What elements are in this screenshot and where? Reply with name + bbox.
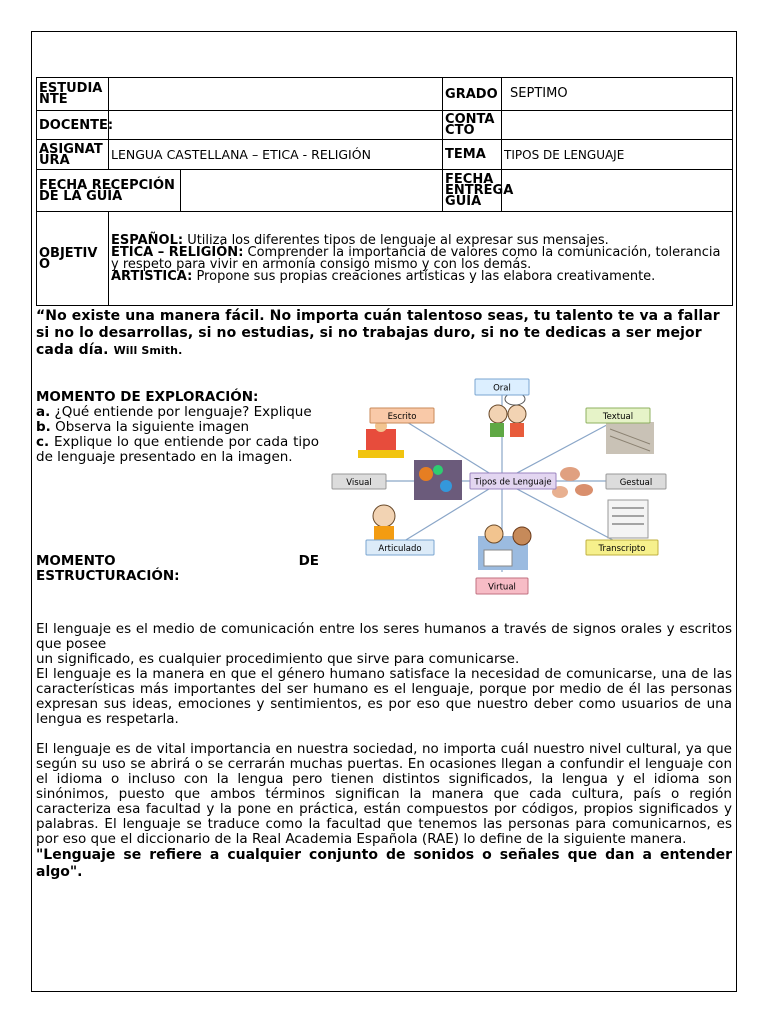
node-textual [586, 408, 650, 423]
svg-text:Virtual: Virtual [488, 582, 516, 593]
fecha-recepcion-field[interactable] [181, 170, 443, 212]
illustration-transcripto [608, 500, 648, 538]
body-text [36, 622, 732, 881]
node-virtual [476, 578, 528, 594]
estudiante-label: ESTUDIANTE [37, 78, 109, 111]
node-transcripto [586, 540, 658, 555]
question-c: c. Explique lo que entiende por cada tipo de lenguaje presentado en la imagen. [36, 434, 319, 465]
node-visual [332, 474, 386, 489]
illustration-oral [489, 393, 526, 437]
svg-text:Gestual: Gestual [619, 478, 653, 488]
question-b: b. Observa la siguiente imagen [36, 419, 250, 435]
header-table [36, 77, 733, 306]
docente-field[interactable] [109, 111, 443, 140]
node-gestual [606, 474, 666, 489]
svg-text:Visual: Visual [346, 478, 372, 488]
exploration-text [36, 390, 319, 465]
objetivo-espanol: ESPAÑOL: Utiliza los diferentes tipos de lenguaje al expresar sus mensajes. [111, 232, 609, 248]
tema-label: TEMA [443, 140, 502, 170]
quote-author: Will Smith. [113, 344, 183, 357]
question-a: a. ¿Qué entiende por lenguaje? Explique [36, 404, 312, 420]
svg-text:Tipos de Lenguaje: Tipos de Lenguaje [474, 477, 552, 488]
node-center [470, 473, 556, 489]
illustration-articulado [373, 505, 395, 540]
contacto-label: CONTACTO [443, 111, 502, 140]
docente-label: DOCENTE: [37, 111, 109, 140]
paragraph-1a: El lenguaje es el medio de comunicación entre los seres humanos a través de signos orales y escritos que posee [36, 621, 732, 652]
illustration-visual [414, 460, 462, 500]
quote: “No existe una manera fácil. No importa cuán talentoso seas, tu talento te va a fallar si no lo desarrollas, si no estudias, si no trabajas duro, si no te dedicas a ser mejor cada día. Will Smith. [36, 308, 720, 358]
illustration-textual [606, 422, 654, 454]
fecha-recepcion-label: FECHA RECEPCIÓN DE LA GUÍA [37, 170, 181, 212]
asignatura-value: LENGUA CASTELLANA – ETICA - RELIGIÓN [109, 140, 443, 170]
exploracion-title: MOMENTO DE EXPLORACIÓN: [36, 389, 259, 405]
node-articulado [366, 540, 434, 555]
objetivo-label: OBJETIVO [37, 212, 109, 306]
estructuracion-title: MOMENTO DE ESTRUCTURACIÓN: [36, 553, 319, 584]
objetivos-cell [109, 212, 733, 306]
svg-text:Textual: Textual [602, 412, 634, 422]
illustration-gestual [552, 467, 593, 498]
objetivo-etica: ETICA – RELIGIÓN: Comprender la importancia de valores como la comunicación, tolerancia y respeto para vivir en armonía consigo mismo y con los demás. [111, 244, 721, 272]
svg-text:Oral: Oral [493, 383, 511, 394]
paragraph-1b: un significado, es cualquier procedimiento que sirve para comunicarse. [36, 651, 520, 667]
fecha-entrega-field[interactable] [502, 170, 733, 212]
language-types-diagram [326, 374, 672, 604]
objetivo-artistica: ARTISTICA: Propone sus propias creaciones artísticas y las elabora creativamente. [111, 268, 656, 284]
grado-value: SEPTIMO [502, 78, 733, 111]
definition: "Lenguaje se refiere a cualquier conjunto de sonidos o señales que dan a entender algo". [36, 847, 732, 880]
fecha-entrega-label: FECHA ENTREGA GUÍA [443, 170, 502, 212]
svg-text:Escrito: Escrito [387, 412, 417, 422]
grado-label: GRADO [443, 78, 502, 111]
estudiante-field[interactable] [109, 78, 443, 111]
contacto-field[interactable] [502, 111, 733, 140]
exploration-section [36, 374, 732, 614]
illustration-escrito [358, 420, 404, 458]
paragraph-3: El lenguaje es de vital importancia en nuestra sociedad, no importa cuál nuestro nivel cultural, ya que según su uso se abrirá o se cerrarán muchas puertas. En ocasiones llegan a confundir el lenguaje con el idioma o incluso con la lengua pero tienen distintos significados, la lengua y el idioma son sinónimos, puesto que ambos términos significan la manera que cada cultura, país o región caracteriza esa facultad y la pone en práctica, están compuestos por códigos, propios significados y palabras. El lenguaje se traduce como la facultad que tenemos las personas para comunicarnos, es por eso que el diccionario de la Real Academia Española (RAE) lo define de la siguiente manera. [36, 741, 732, 847]
tema-value: TIPOS DE LENGUAJE [502, 140, 733, 170]
svg-text:Transcripto: Transcripto [598, 544, 646, 554]
asignatura-label: ASIGNATURA [37, 140, 109, 170]
node-oral [475, 379, 529, 395]
paragraph-2: El lenguaje es la manera en que el género humano satisface la necesidad de comunicarse, una de las características más importantes del ser humano es el lenguaje, porque por medio de él las personas expresan sus ideas, emociones y sentimientos, es por eso que nuestro deber como usuarios de una lengua es respetarla. [36, 666, 732, 727]
svg-text:Articulado: Articulado [378, 544, 422, 554]
illustration-virtual [478, 525, 531, 570]
worksheet [36, 77, 732, 881]
node-escrito [370, 408, 434, 423]
